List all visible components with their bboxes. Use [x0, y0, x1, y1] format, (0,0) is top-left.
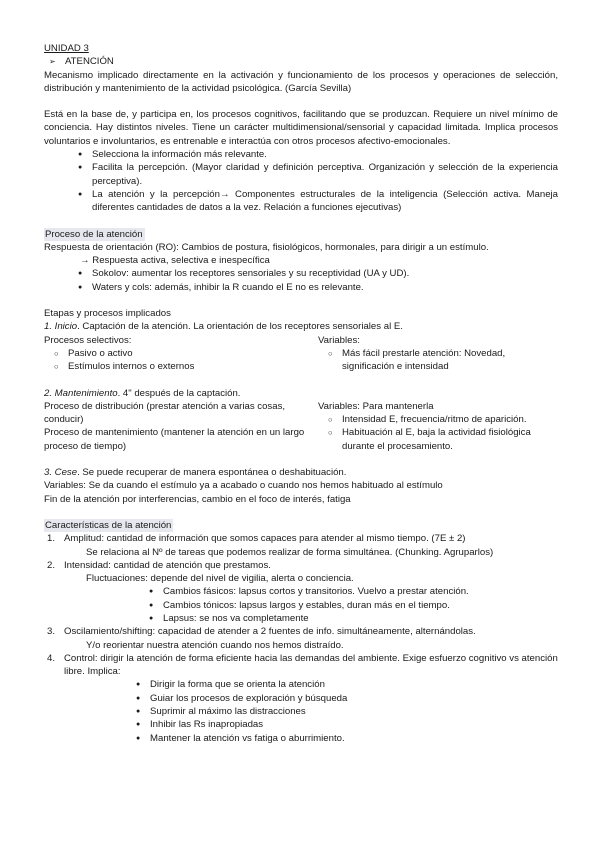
list-item: 1. Amplitud: cantidad de información que somos capaces para atender al mismo tiempo. (7E ± 2) Se relaciona al Nº de tareas que podemos realizar de forma simultánea. (Chunking. Agruparlos) [44, 532, 558, 559]
etapa-inicio-columns [44, 334, 558, 374]
etapa-cese: 3. Cese. Se puede recuperar de manera espontánea o deshabituación. [44, 467, 347, 479]
etapas-heading: Etapas y procesos implicados [44, 308, 171, 320]
paragraph: Proceso de mantenimiento (mantener la atención en un largo proceso de tiempo) [44, 427, 305, 452]
proceso-bullet-list [44, 267, 558, 294]
unit-title: UNIDAD 3 [44, 43, 89, 54]
arrow-bullet-icon: ➢ [49, 57, 56, 67]
column-title: Variables: Para mantenerla [318, 400, 434, 412]
list-item: ● Inhibir las Rs inapropiadas [64, 718, 558, 731]
etapa-inicio: 1. Inicio. Captación de la atención. La orientación de los receptores sensoriales al E. [44, 321, 403, 333]
right-column [318, 400, 558, 453]
atencion-definition: Mecanismo implicado directamente en la activación y funcionamiento de los procesos y operaciones de selección, distribución y mantenimiento de la actividad psicológica. (García Sevilla) [44, 69, 558, 94]
proceso-arrow-line: → Respuesta activa, selectiva e inespecífica [80, 255, 270, 267]
cese-fin: Fin de la atención por interferencias, cambio en el foco de interés, fatiga [44, 493, 351, 505]
list-item: ○ Pasivo o activo [44, 347, 318, 360]
list-item: ● Cambios fásicos: lapsus cortos y transitorios. Vuelvo a prestar atención. [64, 585, 558, 598]
sub-line: Fluctuaciones: depende del nivel de vigilia, alerta o conciencia. [86, 573, 354, 585]
list-item: 4. Control: dirigir la atención de forma eficiente hacia las demandas del ambiente. Exige esfuerzo cognitivo vs atención libre. Implica: ● Dirigir la forma que se orienta la atención ● Guiar los procesos de exploración y búsqueda ● Suprimir al máximo las distracciones ● Inhibir las Rs inapropiadas ● Mantener la atención vs fatiga o aburrimiento. [44, 652, 558, 745]
column-title: Variables: [318, 334, 360, 346]
list-item: ● Waters y cols: además, inhibir la R cuando el E no es relevante. [44, 281, 558, 294]
list-item: ● La atención y la percepción→ Componentes estructurales de la inteligencia (Selección activa. Maneja diferentes cantidades de datos a la vez. Relación a funciones ejecutivas) [44, 188, 558, 215]
atencion-bullet-list [44, 148, 558, 214]
list-item: ○ Habituación al E, baja la actividad fisiológica durante el procesamiento. [318, 426, 558, 453]
left-column [44, 400, 318, 453]
list-item: 3. Oscilamiento/shifting: capacidad de atender a 2 fuentes de info. simultáneamente, alternándolas. Y/o reorientar nuestra atención cuando nos hemos distraído. [44, 625, 558, 652]
list-item: ● Selecciona la información más relevante. [44, 148, 558, 161]
left-column [44, 334, 318, 374]
paragraph: Proceso de distribución (prestar atención a varias cosas, conducir) [44, 400, 286, 426]
list-item: ● Mantener la atención vs fatiga o aburrimiento. [64, 732, 558, 745]
list-item: 2. Intensidad: cantidad de atención que prestamos. Fluctuaciones: depende del nivel de vigilia, alerta o conciencia. ● Cambios fásicos: lapsus cortos y transitorios. Vuelvo a prestar atención. ● Cambios tónicos: lapsus largos y estables, duran más en el tiempo. ● Lapsus: se nos va completamente [44, 559, 558, 625]
cese-variables: Variables: Se da cuando el estímulo ya a acabado o cuando nos hemos habituado al estímulo [44, 480, 443, 492]
list-item: ● Facilita la percepción. (Mayor claridad y definición perceptiva. Organización y selección de la experiencia perceptiva). [44, 161, 558, 188]
list-item: ● Dirigir la forma que se orienta la atención [64, 678, 558, 691]
proceso-heading: Proceso de la atención [45, 228, 143, 240]
atencion-description: Está en la base de, y participa en, los procesos cognitivos, facilitando que se produzcan. Requiere un nivel mínimo de conciencia. Hay distintos niveles. Tiene un carácter multidimensional/sensorial y capacidad limitada. Implica procesos voluntarios e involuntarios, es entrenable e interactúa con otros procesos afectivo-emocionales. [44, 109, 558, 147]
list-item: ● Sokolov: aumentar los receptores sensoriales y su receptividad (UA y UD). [44, 267, 558, 280]
column-title: Procesos selectivos: [44, 334, 132, 346]
list-item: ○ Más fácil prestarle atención: Novedad, significación e intensidad [318, 347, 558, 374]
list-item: ● Cambios tónicos: lapsus largos y estables, duran más en el tiempo. [64, 599, 558, 612]
caracteristicas-heading: Características de la atención [45, 519, 172, 531]
caracteristicas-list [44, 532, 558, 745]
list-item: ● Lapsus: se nos va completamente [64, 612, 558, 625]
etapa-mantenimiento: 2. Mantenimiento. 4" después de la captación. [44, 387, 241, 399]
list-item: ○ Intensidad E, frecuencia/ritmo de aparición. [318, 413, 558, 426]
atencion-heading: ➢ ATENCIÓN [49, 56, 114, 68]
sub-line: Se relaciona al Nº de tareas que podemos realizar de forma simultánea. (Chunking. Agruparlos) [86, 546, 494, 558]
list-item: ● Guiar los procesos de exploración y búsqueda [64, 692, 558, 705]
etapa-mantenimiento-columns [44, 400, 558, 453]
document-page [44, 42, 558, 745]
proceso-line: Respuesta de orientación (RO): Cambios de postura, fisiológicos, hormonales, para dirigir a un estímulo. [44, 241, 489, 253]
list-item: ● Suprimir al máximo las distracciones [64, 705, 558, 718]
sub-line: Y/o reorientar nuestra atención cuando nos hemos distraído. [86, 639, 344, 651]
list-item: ○ Estímulos internos o externos [44, 360, 318, 373]
right-column [318, 334, 558, 374]
